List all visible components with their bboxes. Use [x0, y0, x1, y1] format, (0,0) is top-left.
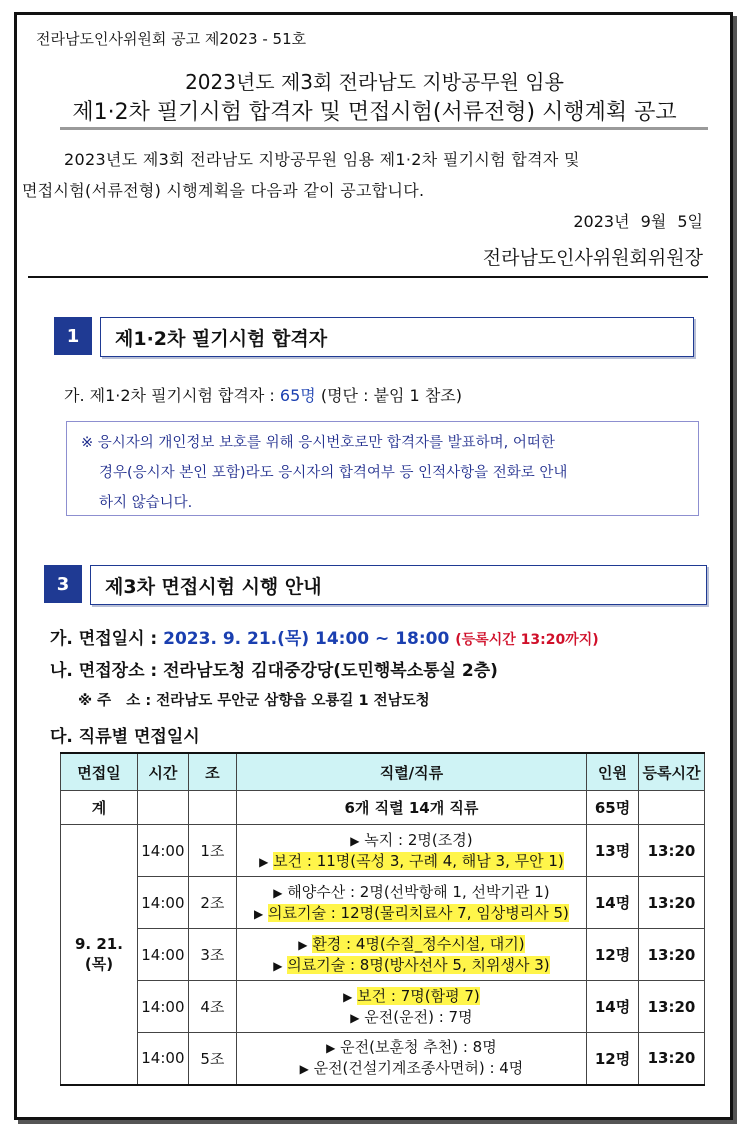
- group-cell: 5조: [188, 1033, 236, 1085]
- arrow-icon: ▶: [350, 833, 360, 848]
- group-cell: 1조: [188, 825, 236, 877]
- field-item: 해양수산 : 2명(선박항해 1, 선박기관 1): [287, 882, 550, 901]
- arrow-icon: ▶: [326, 1041, 336, 1056]
- field-cell: [236, 1033, 586, 1085]
- empty-cell: [639, 791, 705, 825]
- arrow-icon: ▶: [298, 937, 308, 952]
- count-cell: 14명: [587, 981, 639, 1033]
- arrow-icon: ▶: [273, 958, 283, 973]
- group-cell: 3조: [188, 929, 236, 981]
- header-field: 직렬/직류: [236, 753, 586, 791]
- field-item-highlighted: 의료기술 : 8명(방사선사 5, 치위생사 3): [287, 955, 550, 974]
- signatory: 전라남도인사위원회위원장: [482, 247, 703, 269]
- table-row: [61, 929, 705, 981]
- section-3-title: 제3차 면접시험 시행 안내: [90, 565, 707, 605]
- reg-time-cell: 13:20: [639, 877, 705, 929]
- header-time: 시간: [137, 753, 188, 791]
- time-cell: 14:00: [137, 877, 188, 929]
- table-row: [61, 981, 705, 1033]
- section-1-number: 1: [54, 317, 92, 355]
- reg-time-cell: 13:20: [639, 929, 705, 981]
- arrow-icon: ▶: [259, 854, 269, 869]
- reg-time-cell: 13:20: [639, 1033, 705, 1085]
- note-line-1: ※ 응시자의 개인정보 보호를 위해 응시번호로만 합격자를 발표하며, 어떠한: [81, 435, 555, 451]
- empty-cell: [137, 791, 188, 825]
- passer-count: 65명: [279, 386, 316, 405]
- table-row: [61, 877, 705, 929]
- title-line-2: 제1·2차 필기시험 합격자 및 면접시험(서류전형) 시행계획 공고: [72, 100, 677, 125]
- privacy-note-box: [66, 421, 699, 516]
- header-group: 조: [188, 753, 236, 791]
- arrow-icon: ▶: [273, 885, 283, 900]
- empty-cell: [188, 791, 236, 825]
- title-divider: [60, 127, 708, 130]
- field-cell: [236, 877, 586, 929]
- arrow-icon: ▶: [253, 906, 264, 921]
- total-row: [61, 791, 705, 825]
- note-line-3: 하지 않습니다.: [99, 495, 193, 511]
- note-line-2: 경우(응시자 본인 포함)라도 응시자의 합격여부 등 인적사항을 전화로 안내: [99, 465, 568, 481]
- table-row: [61, 1033, 705, 1085]
- header-count: 인원: [587, 753, 639, 791]
- interview-location: 나. 면접장소 : 전라남도청 김대중강당(도민행복소통실 2층): [50, 661, 498, 681]
- field-item: 운전(건설기계조종사면허) : 4명: [313, 1059, 524, 1078]
- intro-line-2: 면접시험(서류전형) 시행계획을 다음과 같이 공고합니다.: [22, 181, 425, 200]
- time-cell: 14:00: [137, 1033, 188, 1085]
- reg-time-cell: 13:20: [639, 981, 705, 1033]
- item-prefix: 가. 제1·2차 필기시험 합격자 :: [64, 386, 280, 405]
- time-cell: 14:00: [137, 929, 188, 981]
- address-line: ※ 주 소 : 전라남도 무안군 삼향읍 오룡길 1 전남도청: [78, 693, 430, 709]
- table-header-row: [61, 753, 705, 791]
- field-item: 녹지 : 2명(조경): [364, 830, 473, 849]
- total-desc: 6개 직렬 14개 직류: [236, 791, 586, 825]
- field-item: 운전(운전) : 7명: [364, 1007, 473, 1026]
- field-item-highlighted: 보건 : 7명(함평 7): [357, 986, 480, 1005]
- count-cell: 12명: [587, 929, 639, 981]
- group-cell: 4조: [188, 981, 236, 1033]
- field-cell: [236, 981, 586, 1033]
- field-cell: [236, 825, 586, 877]
- date-cell-line-1: 9. 21.: [74, 934, 123, 953]
- field-item-highlighted: 의료기술 : 12명(물리치료사 7, 임상병리사 5): [267, 903, 569, 922]
- date-cell-line-2: (목): [84, 954, 114, 973]
- notice-number: 전라남도인사위원회 공고 제2023 - 51호: [36, 30, 307, 48]
- reg-time-cell: 13:20: [639, 825, 705, 877]
- title-line-1: 2023년도 제3회 전라남도 지방공무원 임용: [185, 70, 564, 94]
- arrow-icon: ▶: [350, 1010, 360, 1025]
- table-row: [61, 825, 705, 877]
- date-cell: [61, 825, 138, 1085]
- notice-date: 2023년 9월 5일: [573, 212, 703, 231]
- section-1-title: 제1·2차 필기시험 합격자: [100, 317, 694, 357]
- datetime-label: 가. 면접일시 :: [50, 629, 164, 649]
- field-item-highlighted: 환경 : 4명(수질_정수시설, 대기): [312, 934, 525, 953]
- header-reg-time: 등록시간: [639, 753, 705, 791]
- section-1-item: [64, 383, 462, 406]
- count-cell: 13명: [587, 825, 639, 877]
- header-date: 면접일: [61, 753, 138, 791]
- field-cell: [236, 929, 586, 981]
- schedule-by-field: 다. 직류별 면접일시: [50, 727, 200, 747]
- item-suffix: (명단 : 붙임 1 참조): [315, 386, 462, 405]
- arrow-icon: ▶: [299, 1062, 309, 1077]
- interview-schedule-table: [60, 752, 705, 1086]
- field-item: 운전(보훈청 추천) : 8명: [340, 1038, 497, 1057]
- section-3-number: 3: [44, 565, 82, 603]
- time-cell: 14:00: [137, 825, 188, 877]
- intro-line-1: 2023년도 제3회 전라남도 지방공무원 임용 제1·2차 필기시험 합격자 및: [64, 150, 580, 169]
- datetime-value: 2023. 9. 21.(목) 14:00 ~ 18:00: [163, 629, 450, 649]
- total-count: 65명: [587, 791, 639, 825]
- count-cell: 14명: [587, 877, 639, 929]
- count-cell: 12명: [587, 1033, 639, 1085]
- group-cell: 2조: [188, 877, 236, 929]
- header-divider: [28, 276, 708, 278]
- registration-note: (등록시간 13:20까지): [455, 632, 599, 648]
- time-cell: 14:00: [137, 981, 188, 1033]
- arrow-icon: ▶: [343, 989, 353, 1004]
- field-item-highlighted: 보건 : 11명(곡성 3, 구례 4, 해남 3, 무안 1): [273, 851, 564, 870]
- total-label: 계: [61, 791, 138, 825]
- interview-datetime: [50, 624, 599, 649]
